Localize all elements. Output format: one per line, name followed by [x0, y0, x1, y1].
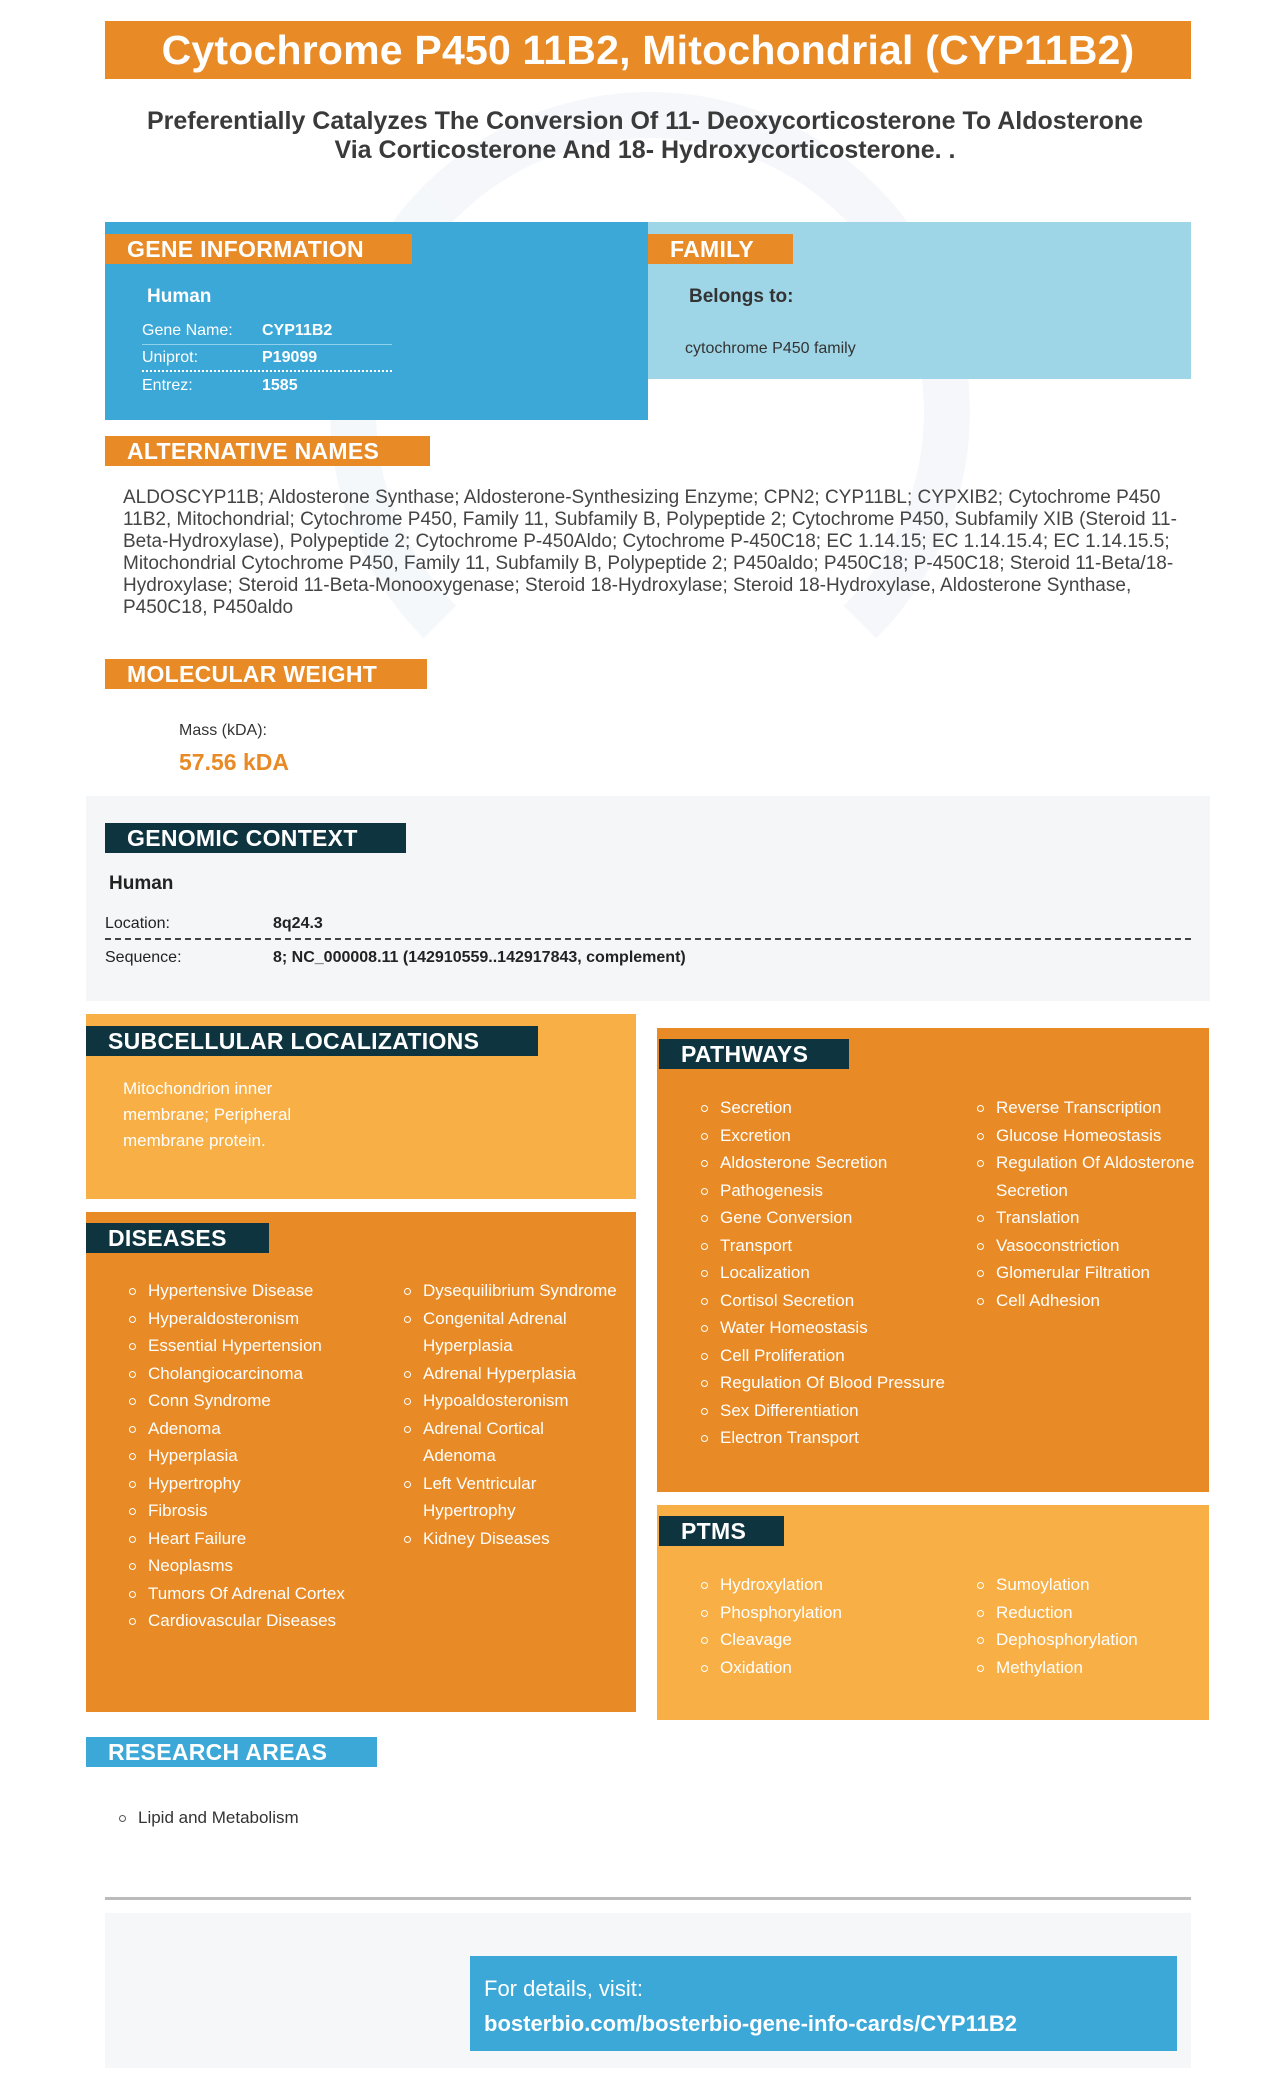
- disease-item: Adenoma: [129, 1415, 389, 1443]
- ptm-item: Oxidation: [701, 1654, 961, 1682]
- alternative-names-header: ALTERNATIVE NAMES: [105, 436, 430, 466]
- ptms-list-1: [701, 1571, 961, 1681]
- pathway-item: Transport: [701, 1232, 961, 1260]
- disease-item: Left Ventricular Hypertrophy: [404, 1470, 619, 1525]
- subcellular-text: [123, 1076, 291, 1154]
- pathway-item: Water Homeostasis: [701, 1314, 961, 1342]
- diseases-list-1: [129, 1277, 389, 1635]
- pathway-item: Secretion: [701, 1094, 961, 1122]
- footer-visit-label: For details, visit:: [484, 1976, 643, 2001]
- location-label: Location:: [105, 915, 170, 932]
- pathway-item: Cortisol Secretion: [701, 1287, 961, 1315]
- gene-name-label: Gene Name:: [142, 322, 233, 339]
- pathway-item: Reverse Transcription: [977, 1094, 1197, 1122]
- pathway-item: Electron Transport: [701, 1424, 961, 1452]
- genomic-context-header: GENOMIC CONTEXT: [105, 823, 406, 853]
- gene-info-table: [142, 318, 392, 399]
- entrez-row: [142, 372, 392, 399]
- ptms-header: PTMS: [659, 1516, 784, 1546]
- page-subtitle: Preferentially Catalyzes The Conversion Of 11- Deoxycorticosterone To Aldosterone Via Corticosterone And 18- Hydroxycorticosterone. .: [146, 107, 1144, 164]
- pathway-item: Vasoconstriction: [977, 1232, 1197, 1260]
- disease-item: Adrenal Cortical Adenoma: [404, 1415, 619, 1470]
- disease-item: Tumors Of Adrenal Cortex: [129, 1580, 389, 1608]
- pathway-item: Cell Adhesion: [977, 1287, 1197, 1315]
- research-areas-list: [119, 1804, 519, 1832]
- molecular-weight-header: MOLECULAR WEIGHT: [105, 659, 427, 689]
- uniprot-row: [142, 345, 392, 372]
- pathway-item: Regulation Of Blood Pressure: [701, 1369, 961, 1397]
- footer-divider: [105, 1897, 1191, 1900]
- pathways-panel: [657, 1028, 1209, 1492]
- pathway-item: Excretion: [701, 1122, 961, 1150]
- alternative-names-text: ALDOSCYP11B; Aldosterone Synthase; Aldosterone-Synthesizing Enzyme; CPN2; CYP11BL; CYPXIB2; Cytochrome P450 11B2, Mitochondrial; Cytochrome P450, Family 11, Subfamily B, Polypeptide 2; Cytochrome P450, Subfamily XIB (Steroid 11-Beta-Hydroxylase), Polypeptide 2; Cytochrome P-450Aldo; Cytochrome P-450C18; EC 1.14.15; EC 1.14.15.4; EC 1.14.15.5; Mitochondrial Cytochrome P450, Family 11, Subfamily B, Polypeptide 2; P450aldo; P450C18; P-450C18; Steroid 11-Beta/18-Hydroxylase; Steroid 11-Beta-Monooxygenase; Steroid 18-Hydroxylase; Steroid 18-Hydroxylase, Aldosterone Synthase, P450C18, P450aldo: [123, 487, 1177, 618]
- pathway-item: Localization: [701, 1259, 961, 1287]
- subcellular-panel: [86, 1014, 636, 1199]
- ptm-item: Cleavage: [701, 1626, 961, 1654]
- research-area-item: Lipid and Metabolism: [119, 1804, 519, 1832]
- pathways-list-2: [977, 1094, 1197, 1314]
- pathway-item: Glucose Homeostasis: [977, 1122, 1197, 1150]
- pathways-list-1: [701, 1094, 961, 1452]
- ptm-item: Reduction: [977, 1599, 1197, 1627]
- subcellular-line: Mitochondrion inner: [123, 1079, 273, 1098]
- ptm-item: Phosphorylation: [701, 1599, 961, 1627]
- ptms-list-2: [977, 1571, 1197, 1681]
- disease-item: Conn Syndrome: [129, 1387, 389, 1415]
- ptm-item: Dephosphorylation: [977, 1626, 1197, 1654]
- mass-value: 57.56 kDA: [179, 749, 289, 775]
- ptm-item: Sumoylation: [977, 1571, 1197, 1599]
- disease-item: Neoplasms: [129, 1552, 389, 1580]
- pathway-item: Cell Proliferation: [701, 1342, 961, 1370]
- pathway-item: Gene Conversion: [701, 1204, 961, 1232]
- family-belongs-label: Belongs to:: [689, 286, 794, 307]
- entrez-label: Entrez:: [142, 376, 193, 394]
- gene-information-panel: [105, 222, 648, 420]
- disease-item: Adrenal Hyperplasia: [404, 1360, 619, 1388]
- disease-item: Hyperaldosteronism: [129, 1305, 389, 1333]
- ptms-panel: [657, 1505, 1209, 1720]
- ptm-item: Methylation: [977, 1654, 1197, 1682]
- pathway-item: Translation: [977, 1204, 1197, 1232]
- disease-item: Fibrosis: [129, 1497, 389, 1525]
- sequence-row: [105, 944, 1191, 972]
- uniprot-label: Uniprot:: [142, 348, 199, 366]
- gene-name-value: CYP11B2: [262, 322, 333, 339]
- pathways-header: PATHWAYS: [659, 1039, 849, 1069]
- uniprot-value: P19099: [262, 348, 318, 366]
- gene-species: Human: [147, 286, 212, 307]
- disease-item: Heart Failure: [129, 1525, 389, 1553]
- disease-item: Hypertrophy: [129, 1470, 389, 1498]
- pathway-item: Aldosterone Secretion: [701, 1149, 961, 1177]
- disease-item: Kidney Diseases: [404, 1525, 619, 1553]
- disease-item: Congenital Adrenal Hyperplasia: [404, 1305, 619, 1360]
- ptm-item: Hydroxylation: [701, 1571, 961, 1599]
- disease-item: Dysequilibrium Syndrome: [404, 1277, 619, 1305]
- disease-item: Hyperplasia: [129, 1442, 389, 1470]
- disease-item: Hypoaldosteronism: [404, 1387, 619, 1415]
- research-areas-header: RESEARCH AREAS: [86, 1737, 377, 1767]
- family-panel: [648, 222, 1191, 379]
- disease-item: Hypertensive Disease: [129, 1277, 389, 1305]
- diseases-panel: [86, 1212, 636, 1712]
- location-value: 8q24.3: [273, 915, 323, 932]
- subcellular-line: membrane; Peripheral: [123, 1105, 292, 1124]
- footer-details-box: [470, 1956, 1177, 2051]
- pathway-item: Regulation Of Aldosterone Secretion: [977, 1149, 1197, 1204]
- gene-information-header: GENE INFORMATION: [105, 234, 412, 264]
- family-header: FAMILY: [648, 234, 793, 264]
- diseases-list-2: [404, 1277, 619, 1552]
- sequence-label: Sequence:: [105, 949, 182, 966]
- sequence-value: 8; NC_000008.11 (142910559..142917843, complement): [273, 949, 686, 966]
- gene-name-row: [142, 318, 392, 345]
- subcellular-line: membrane protein.: [123, 1131, 266, 1150]
- subcellular-header: SUBCELLULAR LOCALIZATIONS: [86, 1026, 538, 1056]
- location-row: [105, 910, 1191, 940]
- page-title: Cytochrome P450 11B2, Mitochondrial (CYP11B2): [105, 21, 1191, 79]
- disease-item: Cholangiocarcinoma: [129, 1360, 389, 1388]
- disease-item: Essential Hypertension: [129, 1332, 389, 1360]
- disease-item: Cardiovascular Diseases: [129, 1607, 389, 1635]
- mass-label: Mass (kDA):: [179, 722, 267, 739]
- family-value: cytochrome P450 family: [685, 340, 856, 357]
- entrez-value: 1585: [262, 376, 298, 394]
- footer-link[interactable]: bosterbio.com/bosterbio-gene-info-cards/CYP11B2: [484, 2011, 1017, 2036]
- pathway-item: Sex Differentiation: [701, 1397, 961, 1425]
- pathway-item: Glomerular Filtration: [977, 1259, 1197, 1287]
- diseases-header: DISEASES: [86, 1223, 269, 1253]
- pathway-item: Pathogenesis: [701, 1177, 961, 1205]
- genomic-species: Human: [109, 873, 174, 894]
